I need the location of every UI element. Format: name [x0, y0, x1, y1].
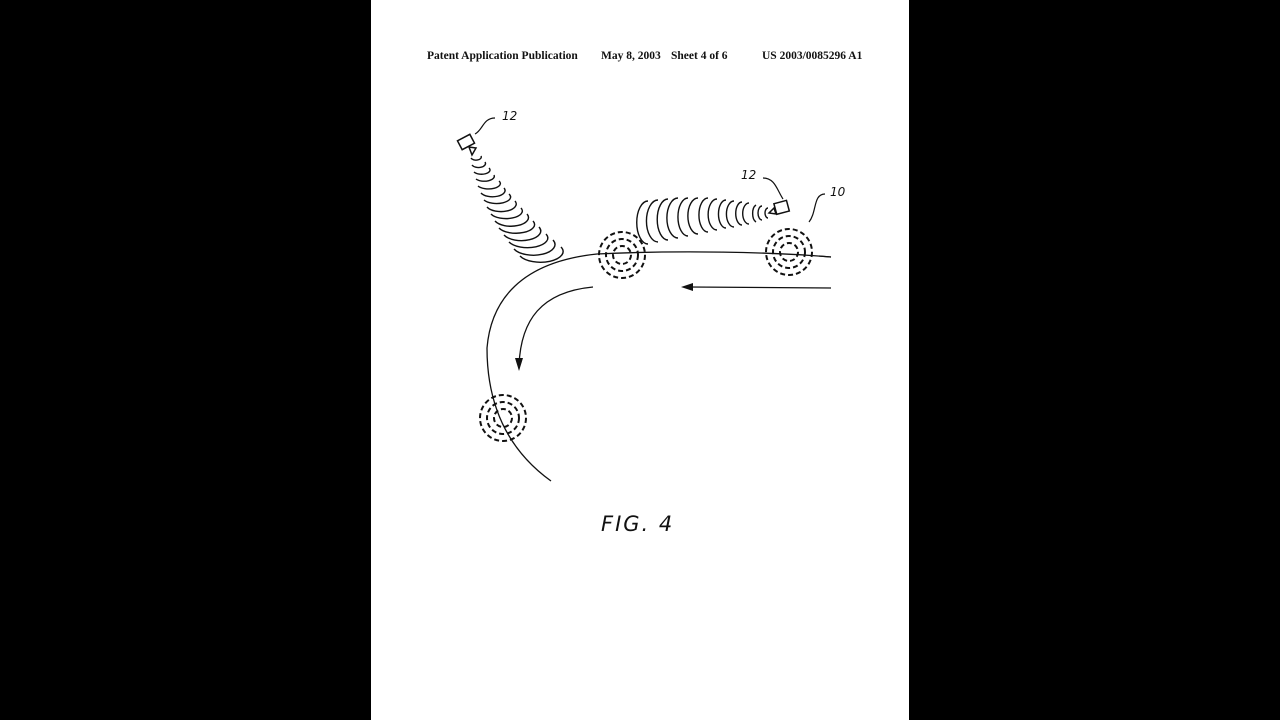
- signal-waves-right: [637, 198, 768, 244]
- ball-position-3: [480, 395, 526, 441]
- publication-date: May 8, 2003: [601, 50, 661, 62]
- motion-arrow-line: [689, 287, 831, 288]
- ball-position-1: [599, 232, 645, 278]
- publication-title: Patent Application Publication: [427, 50, 578, 62]
- figure-caption: FIG. 4: [601, 512, 675, 536]
- leader-camera-left: [475, 118, 495, 134]
- patent-number: US 2003/0085296 A1: [762, 50, 863, 62]
- ref-ball: 10: [830, 185, 846, 199]
- ref-camera-left: 12: [502, 109, 518, 123]
- signal-waves-left: [471, 156, 563, 262]
- leader-camera-right: [763, 178, 783, 199]
- ball-trajectory-curve: [487, 252, 831, 481]
- motion-arrow-head-left: [681, 283, 693, 291]
- camera-right-icon: [769, 200, 789, 214]
- motion-arrow-curve: [519, 287, 593, 365]
- trajectory-dash: [819, 256, 831, 257]
- leader-ball: [809, 194, 825, 222]
- sheet-number: Sheet 4 of 6: [671, 50, 728, 62]
- document-page: [371, 0, 909, 720]
- ref-camera-right: 12: [741, 168, 757, 182]
- camera-left-icon: [457, 134, 476, 155]
- ball-position-2: [766, 229, 812, 275]
- patent-figure: [371, 0, 909, 720]
- motion-arrow-head-down: [515, 358, 523, 371]
